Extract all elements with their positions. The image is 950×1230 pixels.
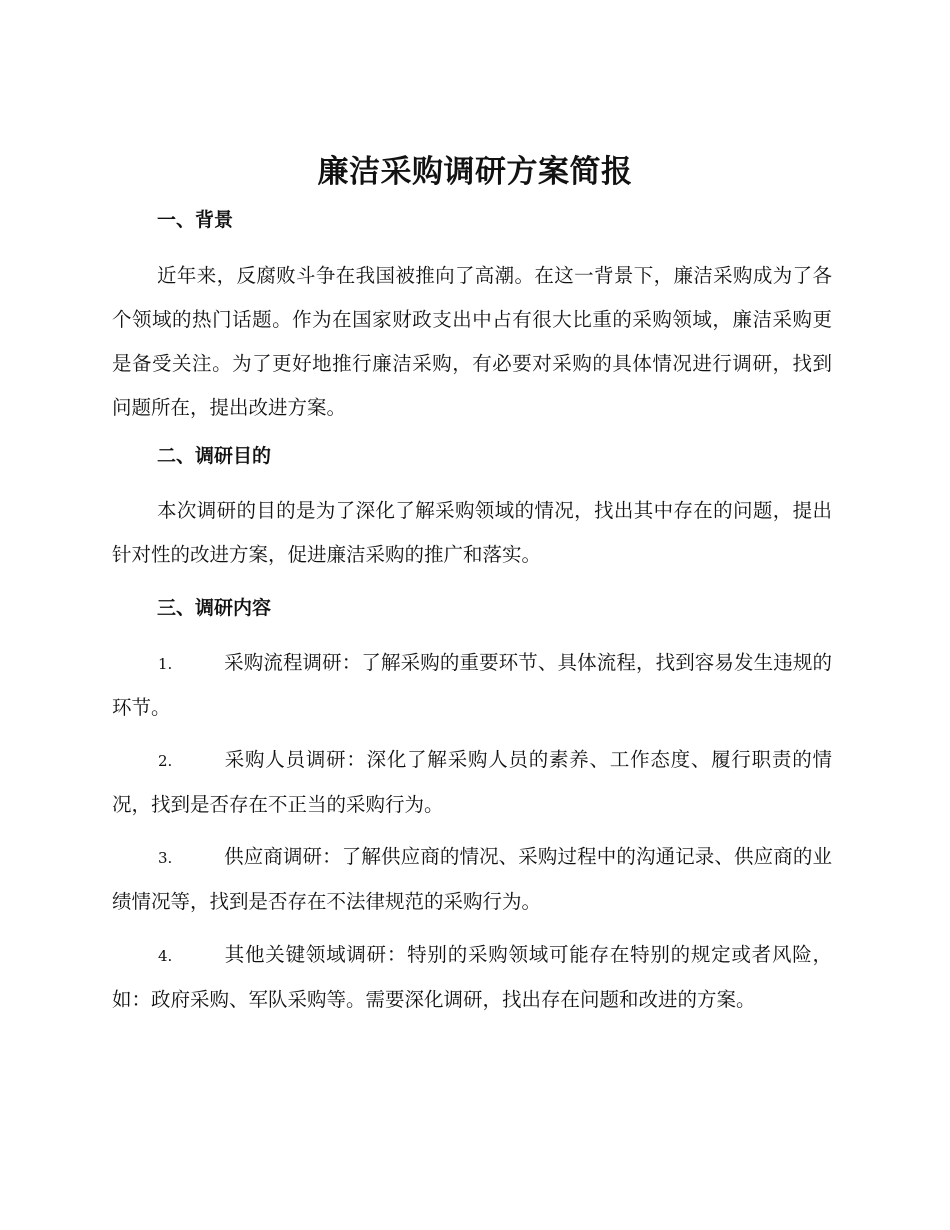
list-item-text: 采购流程调研：了解采购的重要环节、具体流程，找到容易发生违规的环节。 [112,651,832,719]
list-item [112,933,832,1022]
paragraph-background: 近年来，反腐败斗争在我国被推向了高潮。在这一背景下，廉洁采购成为了各个领域的热门话题。作为在国家财政支出中占有很大比重的采购领域，廉洁采购更是备受关注。为了更好地推行廉洁采购，有必要对采购的具体情况进行调研，找到问题所在，提出改进方案。 [112,264,832,419]
list-item [112,641,832,730]
paragraph-purpose: 本次调研的目的是为了深化了解采购领域的情况，找出其中存在的问题，提出针对性的改进方案，促进廉洁采购的推广和落实。 [112,499,832,566]
list-item [112,835,832,924]
section-heading-purpose: 二、调研目的 [157,445,272,467]
list-item-number: 2. [158,752,173,770]
list-item-number: 4. [158,947,173,965]
list-item-text: 其他关键领域调研：特别的采购领域可能存在特别的规定或者风险，如：政府采购、军队采购等。需要深化调研，找出存在问题和改进的方案。 [112,943,832,1011]
document-title: 廉洁采购调研方案简报 [317,154,633,190]
list-item-text: 采购人员调研：深化了解采购人员的素养、工作态度、履行职责的情况，找到是否存在不正当的采购行为。 [112,748,832,816]
list-item-number: 1. [158,655,173,673]
list-item-text: 供应商调研：了解供应商的情况、采购过程中的沟通记录、供应商的业绩情况等，找到是否存在不法律规范的采购行为。 [112,845,832,913]
section-heading-background: 一、背景 [157,209,234,231]
section-heading-content: 三、调研内容 [157,597,272,619]
list-item-number: 3. [158,849,173,867]
list-item [112,738,832,827]
